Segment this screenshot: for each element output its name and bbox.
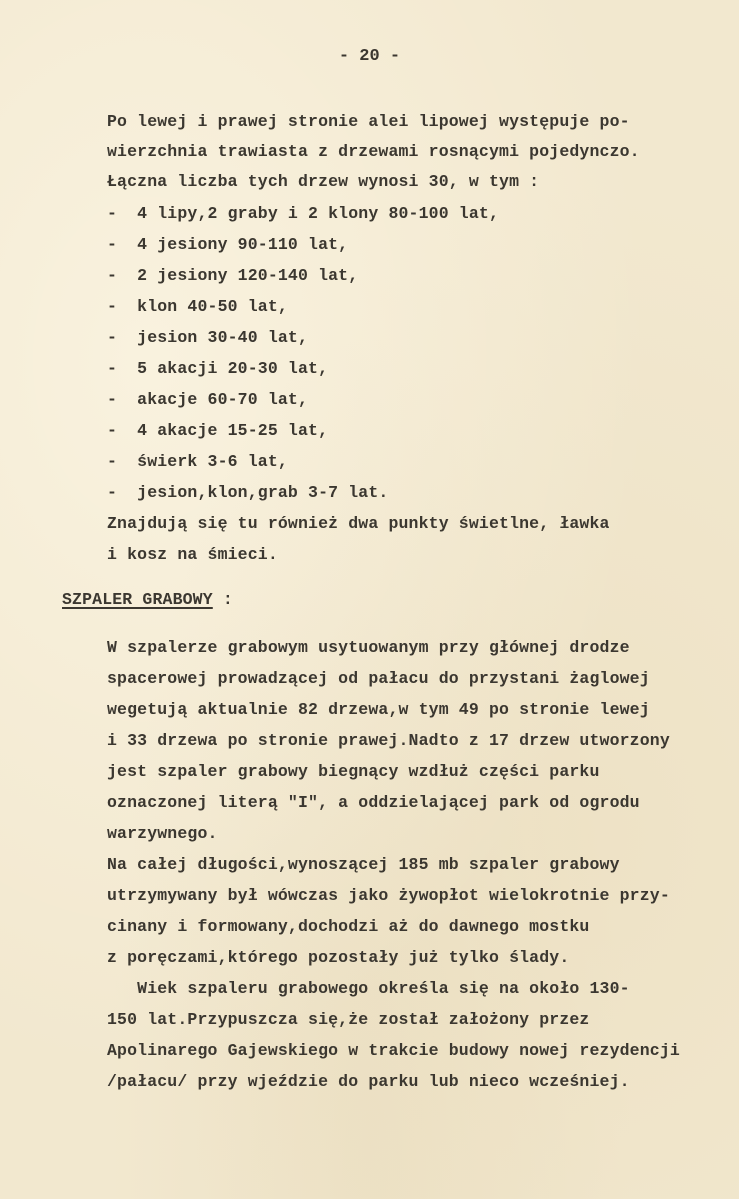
tree-list-item: - akacje 60-70 lat, xyxy=(107,390,309,409)
paragraph-line: utrzymywany był wówczas jako żywopłot wielokrotnie przy- xyxy=(107,886,670,905)
paragraph-line: W szpalerze grabowym usytuowanym przy głównej drodze xyxy=(107,638,630,657)
paragraph-line: oznaczonej literą "I", a oddzielającej park od ogrodu xyxy=(107,793,640,812)
paragraph-line: Apolinarego Gajewskiego w trakcie budowy nowej rezydencji xyxy=(107,1041,680,1060)
tree-list-item: - jesion,klon,grab 3-7 lat. xyxy=(107,483,389,502)
intro-line: Łączna liczba tych drzew wynosi 30, w tym : xyxy=(107,172,540,191)
paragraph-line: wegetują aktualnie 82 drzewa,w tym 49 po stronie lewej xyxy=(107,700,650,719)
tree-list-item: - 4 lipy,2 graby i 2 klony 80-100 lat, xyxy=(107,204,500,223)
tree-list-item: - 4 jesiony 90-110 lat, xyxy=(107,235,349,254)
paragraph-line: /pałacu/ przy wjeździe do parku lub nieco wcześniej. xyxy=(107,1072,630,1091)
intro-line: Po lewej i prawej stronie alei lipowej występuje po- xyxy=(107,112,630,131)
tree-list-item: - jesion 30-40 lat, xyxy=(107,328,309,347)
tree-list-item: - świerk 3-6 lat, xyxy=(107,452,288,471)
intro-line: wierzchnia trawiasta z drzewami rosnącymi pojedynczo. xyxy=(107,142,640,161)
tree-list-item: - 4 akacje 15-25 lat, xyxy=(107,421,329,440)
paragraph-line: i 33 drzewa po stronie prawej.Nadto z 17 drzew utworzony xyxy=(107,731,670,750)
paragraph-line: spacerowej prowadzącej od pałacu do przystani żaglowej xyxy=(107,669,650,688)
closing-line: Znajdują się tu również dwa punkty świetlne, ławka xyxy=(107,514,610,533)
tree-list-item: - 5 akacji 20-30 lat, xyxy=(107,359,329,378)
paragraph-line: cinany i formowany,dochodzi aż do dawnego mostku xyxy=(107,917,590,936)
paragraph-line: warzywnego. xyxy=(107,824,218,843)
paragraph-line: z poręczami,którego pozostały już tylko ślady. xyxy=(107,948,570,967)
paragraph-line: 150 lat.Przypuszcza się,że został założony przez xyxy=(107,1010,590,1029)
tree-list-item: - klon 40-50 lat, xyxy=(107,297,288,316)
paragraph-line: jest szpaler grabowy biegnący wzdłuż części parku xyxy=(107,762,600,781)
section-heading xyxy=(62,590,233,610)
section-heading-colon: : xyxy=(212,590,233,609)
section-heading-text: SZPALER GRABOWY xyxy=(62,590,213,609)
closing-line: i kosz na śmieci. xyxy=(107,545,278,564)
paragraph-line: Wiek szpaleru grabowego określa się na około 130- xyxy=(107,979,630,998)
page-number: - 20 - xyxy=(338,47,401,66)
paragraph-line: Na całej długości,wynoszącej 185 mb szpaler grabowy xyxy=(107,855,620,874)
tree-list-item: - 2 jesiony 120-140 lat, xyxy=(107,266,359,285)
